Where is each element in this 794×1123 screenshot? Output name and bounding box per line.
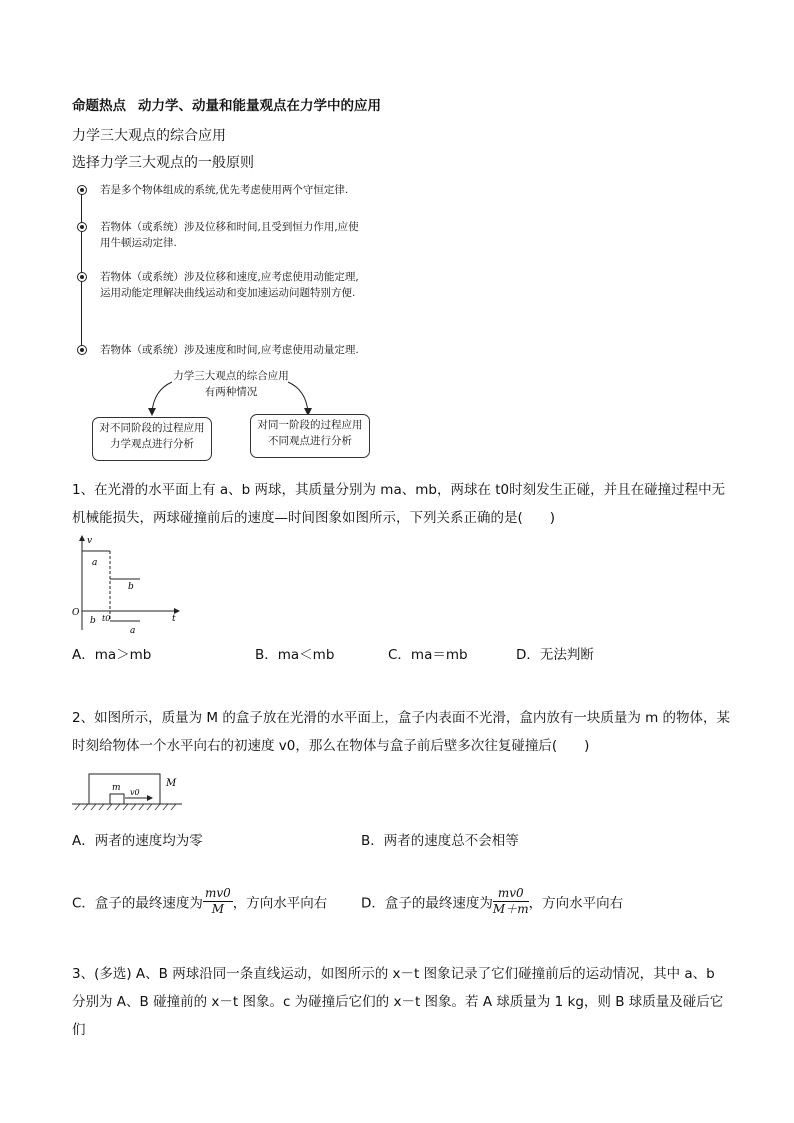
principle-3: 若物体（或系统）涉及位移和速度,应考虑使用动能定理,运用动能定理解决曲线运动和变加速运动问题特别方便. <box>100 271 359 299</box>
t0-label: t0 <box>102 614 111 623</box>
fraction <box>203 886 233 917</box>
q2-box-figure <box>70 770 190 812</box>
principle-2: 若物体（或系统）涉及位移和时间,且受到恒力作用,应使用牛顿运动定律. <box>100 221 359 249</box>
page-heading <box>72 94 381 114</box>
q2-option-c[interactable] <box>72 886 327 917</box>
q2-option-c-prefix: C．盒子的最终速度为 <box>72 895 203 912</box>
section-title-2: 选择力学三大观点的一般原则 <box>72 155 254 171</box>
q2-option-c-suffix: ，方向水平向右 <box>232 895 328 912</box>
timeline-line <box>81 190 82 350</box>
fraction-denominator: M <box>211 902 224 916</box>
q2-option-d[interactable] <box>361 886 623 917</box>
fraction-numerator: mv0 <box>204 886 231 900</box>
a-before-label: a <box>92 558 98 568</box>
question-1-text: 1、在光滑的水平面上有 a、b 两球，其质量分别为 ma、mb，两球在 t0时刻发生正碰，并且在碰撞过程中无机械能损失，两球碰撞前后的速度—时间图象如图所示，下列关系正确的是( ) <box>72 482 726 526</box>
case-box-left: 对不同阶段的过程应用力学观点进行分析 <box>92 417 212 461</box>
v0-label: v0 <box>130 788 140 797</box>
heading-text: 动力学、动量和能量观点在力学中的应用 <box>138 98 381 114</box>
a-after-label: a <box>130 626 136 636</box>
fraction <box>493 886 529 917</box>
fraction-denominator: M＋m <box>492 902 529 916</box>
bullet-icon <box>77 222 87 232</box>
q1-option-a[interactable]: A．ma＞mb <box>72 647 152 663</box>
principle-1: 若是多个物体组成的系统,优先考虑使用两个守恒定律. <box>100 184 349 196</box>
question-3-text: 3、(多选) A、B 两球沿同一条直线运动，如图所示的 x－t 图象记录了它们碰撞前后的运动情况，其中 a、b 分别为 A、B 碰撞前的 x－t 图象。c 为碰撞后它们的 x－t 图象。若 A 球质量为 1 kg，则 B 球质量及碰后它们 <box>72 966 724 1038</box>
q2-option-d-suffix: ，方向水平向右 <box>528 895 624 912</box>
b-after-label: b <box>128 582 134 592</box>
mass-M-label: M <box>166 778 177 789</box>
q1-option-c[interactable]: C．ma＝mb <box>388 647 468 663</box>
heading-label: 命题热点 <box>72 98 126 114</box>
q2-option-b[interactable]: B．两者的速度总不会相等 <box>361 833 519 849</box>
q2-option-a[interactable]: A．两者的速度均为零 <box>72 833 203 849</box>
v-axis-label: v <box>87 536 93 546</box>
fraction-numerator: mv0 <box>493 886 529 902</box>
bullet-icon <box>77 272 87 282</box>
question-2-text: 2、如图所示，质量为 M 的盒子放在光滑的水平面上，盒子内表面不光滑，盒内放有一块质量为 m 的物体，某时刻给物体一个水平向右的初速度 v0，那么在物体与盒子前后壁多次往复碰撞后( ) <box>72 710 731 754</box>
principle-4: 若物体（或系统）涉及速度和时间,应考虑使用动量定理. <box>100 344 359 356</box>
origin-label: O <box>72 608 80 618</box>
bullet-icon <box>77 345 87 355</box>
b-before-label: b <box>90 616 96 626</box>
bullet-icon <box>77 185 87 195</box>
mass-m-label: m <box>112 783 121 793</box>
t-axis-label: t <box>172 614 176 624</box>
two-cases-title: 力学三大观点的综合应用有两种情况 <box>173 370 289 398</box>
q2-option-d-prefix: D．盒子的最终速度为 <box>361 895 493 912</box>
section-title-1: 力学三大观点的综合应用 <box>72 128 226 144</box>
q1-option-b[interactable]: B．ma＜mb <box>255 647 335 663</box>
case-box-right: 对同一阶段的过程应用不同观点进行分析 <box>250 414 370 458</box>
q1-vt-graph <box>70 535 185 637</box>
q1-option-d[interactable]: D．无法判断 <box>516 647 594 663</box>
